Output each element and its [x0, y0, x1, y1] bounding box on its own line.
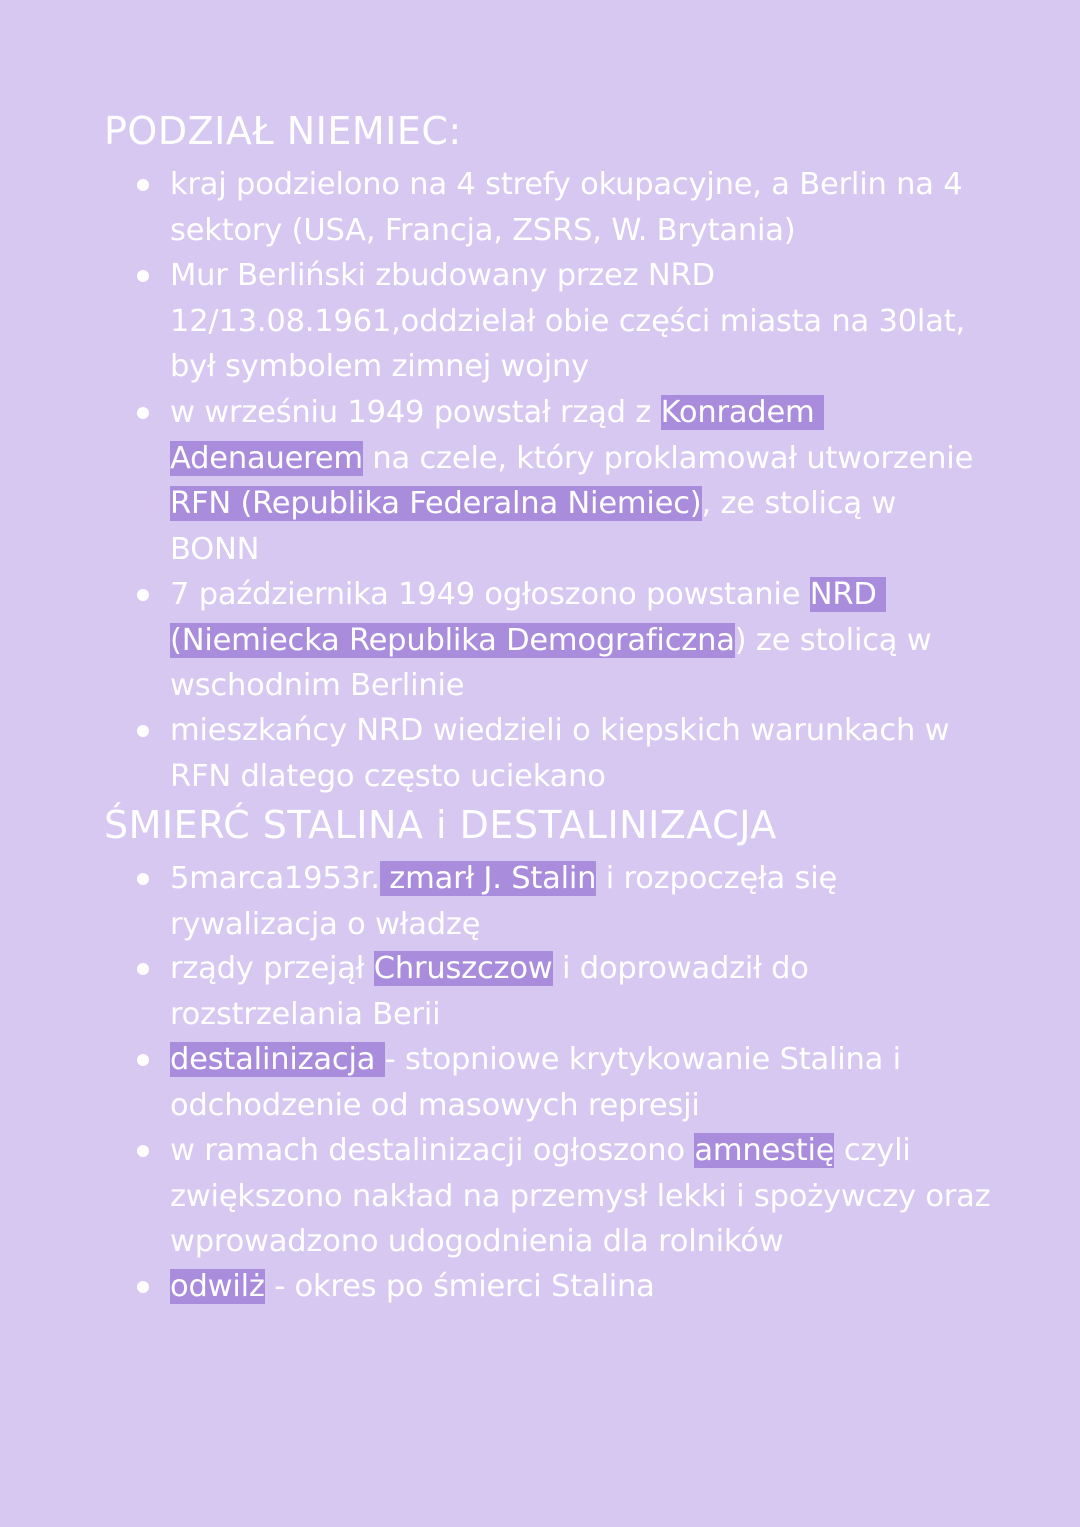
- text-segment: zwiększono nakład na przemysł lekki i spożywczy oraz: [170, 1178, 991, 1214]
- text-line: [170, 946, 1000, 992]
- text-segment: rywalizacja o władzę: [170, 906, 481, 942]
- text-line: [170, 481, 1000, 527]
- section-heading-division-of-germany: PODZIAŁ NIEMIEC:: [104, 109, 462, 153]
- text-line: [170, 253, 1000, 299]
- text-line: [170, 663, 1000, 709]
- list-item: [170, 390, 1000, 572]
- text-line: [170, 1219, 1000, 1265]
- text-segment: wprowadzono udogodnienia dla rolników: [170, 1224, 784, 1259]
- text-segment: rządy przejął: [170, 951, 374, 986]
- highlighted-term: odwilż: [170, 1269, 265, 1304]
- text-segment: czyli: [834, 1133, 911, 1168]
- bullet-dot: [137, 589, 149, 601]
- text-segment: ) ze stolicą w: [734, 622, 932, 658]
- text-line: [170, 344, 1000, 390]
- bullet-dot: [137, 407, 149, 419]
- list-item: [170, 946, 1000, 1037]
- text-line: [170, 1083, 1000, 1129]
- text-segment: rozstrzelania Berii: [170, 996, 441, 1032]
- text-line: [170, 856, 1000, 902]
- text-segment: Mur Berliński zbudowany przez NRD: [170, 258, 715, 293]
- highlighted-term: amnestię: [694, 1133, 835, 1168]
- text-line: [170, 1037, 1000, 1083]
- text-segment: BONN: [170, 531, 260, 567]
- bullet-dot: [137, 963, 149, 975]
- text-segment: był symbolem zimnej wojny: [170, 349, 590, 384]
- text-segment: odchodzenie od masowych represji: [170, 1087, 700, 1123]
- text-segment: 7 października 1949 ogłoszono powstanie: [170, 577, 810, 612]
- text-line: [170, 1128, 1000, 1174]
- text-segment: wschodnim Berlinie: [170, 668, 465, 703]
- bullet-dot: [137, 1145, 149, 1157]
- highlighted-term: destalinizacja: [170, 1042, 385, 1077]
- highlighted-term: zmarł J. Stalin: [379, 861, 597, 896]
- bullet-dot: [137, 1054, 149, 1066]
- text-segment: w wrześniu 1949 powstał rząd z: [170, 395, 661, 430]
- highlighted-term: Chruszczow: [373, 951, 553, 986]
- text-segment: 5marca1953r.: [170, 861, 380, 896]
- text-line: [170, 708, 1000, 754]
- list-item: [170, 1264, 1000, 1310]
- highlighted-term: (Niemiecka Republika Demograficzna: [170, 622, 735, 658]
- bullet-dot: [137, 873, 149, 885]
- text-segment: RFN dlatego często uciekano: [170, 758, 606, 794]
- text-line: [170, 1264, 1000, 1310]
- list-item: [170, 253, 1000, 390]
- list-item: [170, 162, 1000, 253]
- text-segment: i rozpoczęła się: [596, 861, 838, 896]
- text-line: [170, 162, 1000, 208]
- highlighted-term: RFN (Republika Federalna Niemiec): [170, 486, 702, 521]
- text-segment: w ramach destalinizacji ogłoszono: [170, 1133, 695, 1168]
- bullet-dot: [137, 270, 149, 282]
- list-item: [170, 1128, 1000, 1265]
- highlighted-term: NRD: [809, 577, 887, 612]
- text-segment: sektory (USA, Francja, ZSRS, W. Brytania): [170, 212, 796, 248]
- text-line: [170, 390, 1000, 436]
- text-line: [170, 618, 1000, 664]
- text-segment: 12/13.08.1961,oddzielał obie części miasta na 30lat,: [170, 303, 965, 339]
- text-segment: - stopniowe krytykowanie Stalina i: [384, 1042, 901, 1077]
- text-line: [170, 572, 1000, 618]
- bullet-dot: [137, 179, 149, 191]
- text-line: [170, 527, 1000, 573]
- text-line: [170, 299, 1000, 345]
- text-line: [170, 902, 1000, 948]
- list-item: [170, 708, 1000, 799]
- list-item: [170, 572, 1000, 709]
- text-segment: i doprowadził do: [552, 951, 809, 986]
- highlighted-term: Konradem: [660, 395, 825, 430]
- section-heading-stalin-death: ŚMIERĆ STALINA i DESTALINIZACJA: [104, 803, 777, 847]
- text-segment: kraj podzielono na 4 strefy okupacyjne, a Berlin na 4: [170, 167, 963, 202]
- text-line: [170, 436, 1000, 482]
- text-line: [170, 754, 1000, 800]
- list-item: [170, 1037, 1000, 1128]
- text-segment: - okres po śmierci Stalina: [264, 1269, 655, 1304]
- bullet-dot: [137, 725, 149, 737]
- text-segment: na czele, który proklamował utworzenie: [362, 440, 974, 476]
- text-segment: , ze stolicą w: [701, 486, 897, 521]
- text-segment: mieszkańcy NRD wiedzieli o kiepskich warunkach w: [170, 713, 950, 748]
- text-line: [170, 208, 1000, 254]
- bullet-dot: [137, 1281, 149, 1293]
- highlighted-term: Adenauerem: [170, 440, 363, 476]
- text-line: [170, 1174, 1000, 1220]
- text-line: [170, 992, 1000, 1038]
- list-item: [170, 856, 1000, 947]
